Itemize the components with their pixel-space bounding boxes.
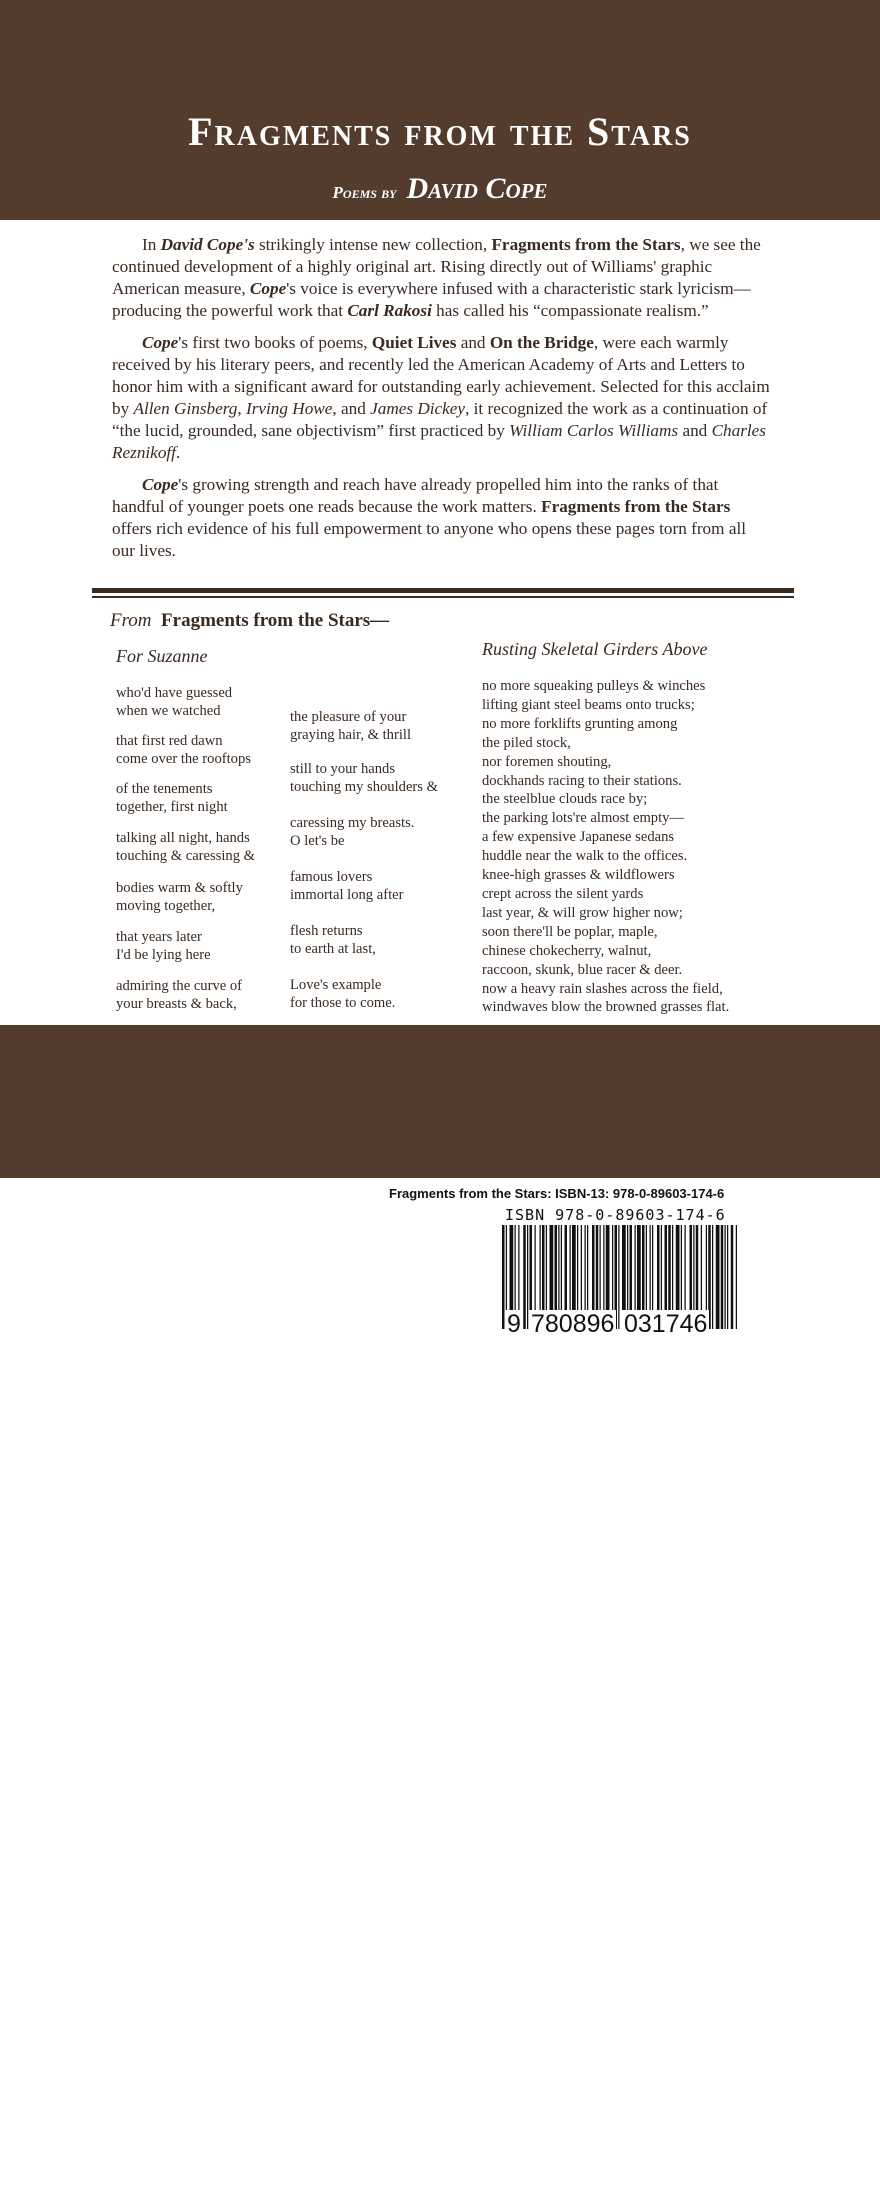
poem1-stanza: that first red dawn come over the rooftops: [116, 733, 251, 767]
poem2-line: a few expensive Japanese sedans: [482, 829, 675, 846]
poem2-line: huddle near the walk to the offices.: [482, 848, 688, 865]
poem1-stanza: Love's example for those to come.: [290, 977, 396, 1011]
poem1-stanza: talking all night, hands touching & caressing &: [116, 830, 256, 864]
poem1-stanza: who'd have guessed when we watched: [116, 685, 233, 719]
poem2-line: no more squeaking pulleys & winches: [482, 678, 706, 694]
review-quote-1-text: I salute your compassionate realism.—Carl Rakosi: [299, 2056, 688, 2077]
poem2-line: now a heavy rain slashes across the field,: [482, 980, 723, 997]
emphasis-text: David Cope's: [160, 235, 255, 254]
excerpt-heading: [110, 610, 389, 632]
emphasis-text: Cope: [249, 279, 287, 298]
poem2-line: crept across the silent yards: [482, 885, 644, 902]
emphasis-text: Irving Howe: [245, 399, 333, 418]
poem1-stanza: the pleasure of your graying hair, & thrill: [290, 709, 412, 743]
emphasis-text: Fragments from the Stars: [541, 497, 731, 516]
emphasis-text: On the Bridge: [489, 333, 594, 352]
intro-blurb: [112, 234, 772, 572]
emphasis-text: James Dickey: [370, 399, 466, 418]
review-quote-1: [112, 2056, 687, 2078]
emphasis-text: Fragments from the Stars: [491, 235, 681, 254]
poem1-stanza: admiring the curve of your breasts & back,: [116, 978, 243, 1012]
isbn-caption: Fragments from the Stars: ISBN-13: 978-0-89603-174-6: [389, 1186, 725, 1201]
emphasis-text: Carl Rakosi: [347, 301, 432, 320]
poem2-line: the piled stock,: [482, 734, 571, 751]
reviews-label: Quotes from reviews:: [112, 2056, 286, 2077]
poem2-line: no more forklifts grunting among: [482, 715, 678, 732]
barcode-digit-lead: 9: [507, 1310, 521, 1338]
poem1-stanza: caressing my breasts. O let's be: [290, 815, 415, 849]
poem2-line: dockhands racing to their stations.: [482, 772, 682, 789]
divider-thin: [92, 596, 794, 598]
poem1-stanza: still to your hands touching my shoulders &: [290, 761, 438, 795]
top-title-band: [0, 0, 880, 220]
poem1-stanza: of the tenements together, first night: [116, 781, 228, 815]
poem2-line: raccoon, skunk, blue racer & deer.: [482, 961, 683, 978]
isbn-mono-text: ISBN 978-0-89603-174-6: [505, 1206, 726, 1224]
emphasis-text: William Carlos Williams: [509, 421, 679, 440]
byline-prefix: Poems by: [332, 183, 397, 202]
poem2-body: [482, 677, 729, 1017]
emphasis-text: Charles Reznikoff: [112, 421, 766, 462]
poem2-line: nor foremen shouting,: [482, 753, 612, 770]
author-name: David Cope: [406, 172, 548, 205]
poem2-line: windwaves blow the browned grasses flat.: [482, 999, 730, 1016]
poem1-title: For Suzanne: [116, 646, 208, 666]
divider-thick: [92, 588, 794, 593]
intro-paragraph-2: Cope's first two books of poems, Quiet Lives and On the Bridge, were each warmly received by his literary peers, and recently led the American Academy of Arts and Letters to honor him with a significant award for outstanding early achievement. Selected for this acclaim by Allen Ginsberg, Irving Howe, and James Dickey, it recognized the work as a continuation of “the lucid, grounded, sane objectivism” first practiced by William Carlos Williams and Charles Reznikoff.: [112, 333, 770, 462]
poem2-line: lifting giant steel beams onto trucks;: [482, 696, 695, 713]
poem1-stanza: famous lovers immortal long after: [290, 869, 404, 903]
barcode-digits-left: 780896: [531, 1310, 615, 1338]
barcode-digits: [505, 1310, 745, 1340]
book-title: Fragments from the Stars: [188, 109, 692, 154]
review-quote-2: His poems seem made of vivid details he saw out of corner of his eye—precise sketches, concise form.—Allen Ginsberg: [112, 2090, 746, 2134]
poem2-title: Rusting Skeletal Girders Above: [482, 639, 708, 659]
excerpt-book-title: Fragments from the Stars—: [161, 610, 390, 631]
poem1-stanza: that years later I'd be lying here: [116, 929, 211, 963]
poem2-line: chinese chokecherry, walnut,: [482, 942, 652, 959]
emphasis-text: Quiet Lives: [371, 333, 457, 352]
poem2-line: the steelblue clouds race by;: [482, 791, 648, 808]
poem2-line: the parking lots're almost empty—: [482, 810, 685, 827]
poem1-stanza: flesh returns to earth at last,: [290, 923, 376, 957]
emphasis-text: Allen Ginsberg: [133, 399, 238, 418]
barcode-digits-right: 031746: [624, 1310, 708, 1338]
poem2-line: last year, & will grow higher now;: [482, 904, 683, 921]
poem2-line: knee-high grasses & wildflowers: [482, 867, 675, 884]
intro-paragraph-1: In David Cope's strikingly intense new collection, Fragments from the Stars, we see the continued development of a highly original art. Rising directly out of Williams' graphic American measure, Cope's voice is everywhere infused with a characteristic stark lyricism—producing the powerful work that Carl Rakosi has called his “compassionate realism.”: [112, 235, 761, 320]
poem1-stanza: bodies warm & softly moving together,: [116, 880, 243, 914]
byline: [0, 172, 880, 206]
excerpt-from: From: [110, 610, 152, 631]
poem2-line: soon there'll be poplar, maple,: [482, 923, 658, 940]
intro-paragraph-3: Cope's growing strength and reach have already propelled him into the ranks of that handful of younger poets one reads because the work matters. Fragments from the Stars offers rich evidence of his full empowerment to anyone who opens these pages torn from all our lives.: [112, 475, 746, 560]
review-quote-3: D.C.'s intensive clear details always a pleasure...very solid clear human texts.—Robert Creeley: [112, 2148, 763, 2192]
emphasis-text: Cope: [142, 475, 179, 494]
emphasis-text: Cope: [142, 333, 179, 352]
